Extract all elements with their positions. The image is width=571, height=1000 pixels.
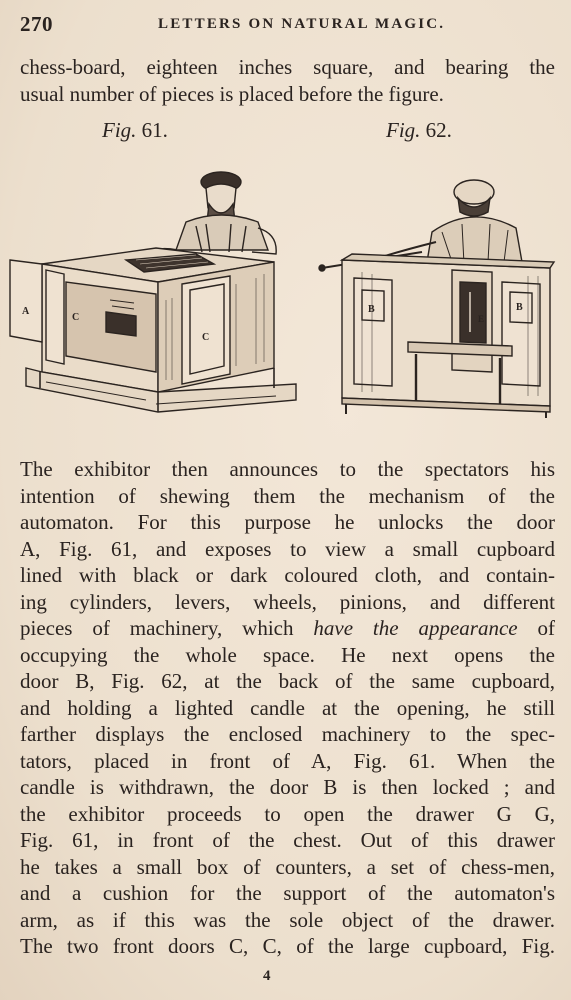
body-paragraph: [20, 456, 555, 960]
figure-62-caption-prefix: Fig.: [386, 118, 421, 142]
body-line: The exhibitor then announces to the spectators his: [20, 457, 555, 481]
body-line: Fig. 61, in front of the chest. Out of this drawer: [20, 828, 555, 852]
intro-paragraph: [20, 54, 555, 107]
running-head: LETTERS ON NATURAL MAGIC.: [158, 16, 446, 32]
page-header: [20, 12, 555, 38]
intro-line: usual number of pieces is placed before the figure.: [20, 81, 444, 106]
body-line: arm, as if this was the sole object of the drawer.: [20, 907, 555, 932]
body-line: candle is withdrawn, the door B is then locked ; and: [20, 775, 555, 799]
body-line: the exhibitor proceeds to open the drawer G G,: [20, 801, 555, 826]
intro-line: chess-board, eighteen inches square, and bearing the: [20, 55, 555, 79]
body-line: The two front doors C, C, of the large cupboard, Fig.: [20, 934, 555, 958]
figure-61-label-c1: C: [72, 312, 80, 323]
body-line-text: of: [517, 616, 555, 640]
body-line: ing cylinders, levers, wheels, pinions, and different: [20, 589, 555, 614]
figure-61-caption: [102, 118, 168, 143]
page-number: 270: [20, 12, 53, 36]
body-line: A, Fig. 61, and exposes to view a small cupboard: [20, 536, 555, 561]
body-line-text: pieces of machinery, which: [20, 616, 314, 640]
figure-61-caption-prefix: Fig.: [102, 118, 137, 142]
body-line: door B, Fig. 62, at the back of the same cupboard,: [20, 669, 555, 693]
body-italic-phrase: have the appearance: [313, 616, 518, 640]
body-line: occupying the whole space. He next opens the: [20, 642, 555, 667]
figure-62-label-e: E: [478, 314, 485, 324]
automaton-figure-drawing: [136, 172, 276, 256]
figure-62-label-b1: B: [368, 304, 375, 315]
figure-61-illustration: [6, 160, 306, 422]
figure-61-label-a: A: [22, 306, 30, 317]
signature-mark: 4: [263, 968, 271, 984]
body-line: lined with black or dark coloured cloth, and contain-: [20, 563, 555, 587]
body-line: intention of shewing them the mechanism of the: [20, 483, 555, 508]
figure-62-label-b2: B: [516, 302, 523, 313]
figure-62-illustration: [312, 172, 564, 418]
figure-62-caption-number: 62.: [425, 118, 452, 142]
figure-61-caption-number: 61.: [141, 118, 168, 142]
body-line: he takes a small box of counters, a set of chess-men,: [20, 854, 555, 879]
body-line: farther displays the enclosed machinery to the spec-: [20, 722, 555, 746]
figure-61-label-c2: C: [202, 332, 210, 343]
body-line: and holding a lighted candle at the opening, he still: [20, 695, 555, 720]
body-line: and a cushion for the support of the automaton's: [20, 881, 555, 905]
body-line: tators, placed in front of A, Fig. 61. When the: [20, 748, 555, 773]
body-line: automaton. For this purpose he unlocks the door: [20, 510, 555, 534]
body-line-with-italic: [20, 615, 555, 642]
figure-62-caption: [386, 118, 452, 143]
